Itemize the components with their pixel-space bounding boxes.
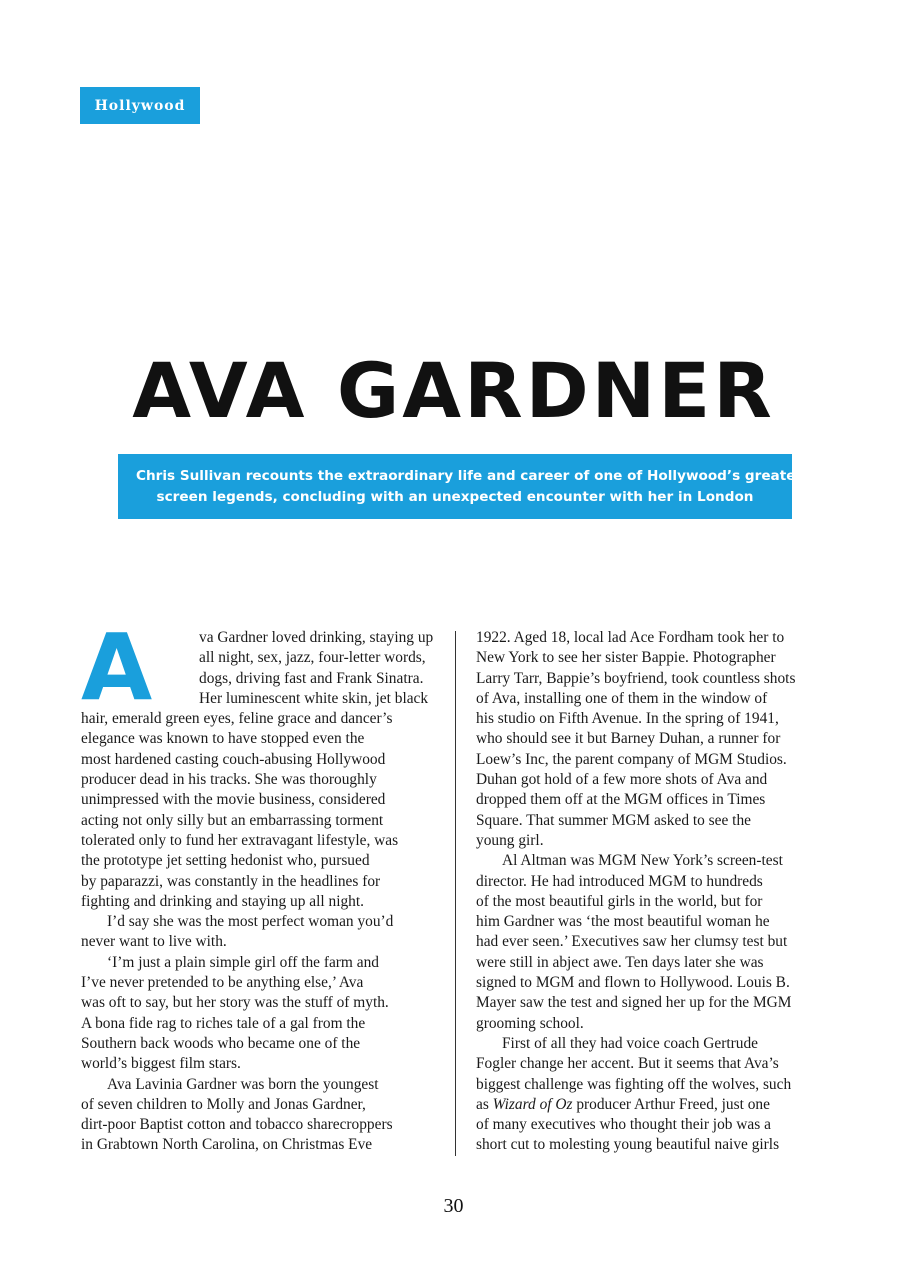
text-line: elegance was known to have stopped even the	[81, 730, 365, 748]
text-line: all night, sex, jazz, four-letter words,	[199, 649, 426, 667]
text-line: Duhan got hold of a few more shots of Ava and	[476, 771, 768, 789]
text-line: dogs, driving fast and Frank Sinatra.	[199, 669, 424, 687]
film-title: Wizard of Oz	[492, 1095, 573, 1113]
text-run: as	[476, 1095, 493, 1113]
text-line: tolerated only to fund her extravagant lifestyle, was	[81, 831, 399, 849]
text-line: Ava Lavinia Gardner was born the youngest	[107, 1075, 379, 1093]
text-line: of the most beautiful girls in the world, but for	[476, 892, 763, 910]
text-line: Her luminescent white skin, jet black	[199, 689, 429, 707]
text-line: short cut to molesting young beautiful naive girls	[476, 1136, 780, 1154]
text-line: were still in abject awe. Ten days later she was	[476, 953, 764, 971]
text-line: director. He had introduced MGM to hundreds	[476, 872, 763, 890]
text-line: va Gardner loved drinking, staying up	[199, 629, 434, 646]
text-line: world’s biggest film stars.	[81, 1055, 241, 1073]
text-line: First of all they had voice coach Gertrude	[502, 1034, 758, 1052]
text-line: was oft to say, but her story was the stuff of myth.	[81, 994, 389, 1012]
text-line: the prototype jet setting hedonist who, pursued	[81, 852, 370, 870]
drop-cap: A	[81, 614, 153, 721]
right-column	[476, 628, 828, 1156]
text-line: acting not only silly but an embarrassing torment	[81, 811, 384, 829]
text-line: Loew’s Inc, the parent company of MGM Studios.	[476, 750, 787, 768]
text-line: him Gardner was ‘the most beautiful woman he	[476, 913, 770, 931]
text-line: I’d say she was the most perfect woman you’d	[107, 913, 394, 931]
text-line: I’ve never pretended to be anything else,’ Ava	[81, 974, 364, 992]
page-number: 30	[443, 1195, 464, 1217]
text-line: never want to live with.	[81, 933, 227, 951]
text-line: Larry Tarr, Bappie’s boyfriend, took countless shots	[476, 669, 796, 687]
text-line: dropped them off at the MGM offices in Times	[476, 791, 766, 809]
text-line: 1922. Aged 18, local lad Ace Fordham took her to	[476, 629, 785, 646]
text-line: signed to MGM and flown to Hollywood. Louis B.	[476, 974, 790, 992]
text-line: of seven children to Molly and Jonas Gardner,	[81, 1095, 366, 1113]
article-title: AVA GARDNER	[132, 346, 775, 435]
standfirst-line: screen legends, concluding with an unexpected encounter with her in London	[156, 489, 754, 505]
text-line: Square. That summer MGM asked to see the	[476, 811, 751, 829]
text-line: of Ava, installing one of them in the window of	[476, 689, 768, 707]
text-line: Southern back woods who became one of the	[81, 1034, 361, 1052]
text-line: most hardened casting couch-abusing Hollywood	[81, 750, 386, 768]
standfirst-line: Chris Sullivan recounts the extraordinary life and career of one of Hollywood’s greatest	[136, 468, 811, 484]
text-line: unimpressed with the movie business, considered	[81, 791, 386, 809]
section-tag: Hollywood	[80, 87, 200, 124]
text-line: young girl.	[476, 831, 544, 849]
text-line	[476, 1095, 828, 1115]
text-line: by paparazzi, was constantly in the headlines for	[81, 872, 381, 890]
left-column	[81, 614, 434, 1156]
text-line: in Grabtown North Carolina, on Christmas Eve	[81, 1136, 373, 1154]
standfirst-box	[118, 454, 811, 519]
text-line: New York to see her sister Bappie. Photographer	[476, 649, 776, 667]
column-divider	[455, 631, 456, 1156]
text-line: A bona fide rag to riches tale of a gal from the	[81, 1014, 366, 1032]
text-line: grooming school.	[476, 1014, 584, 1032]
text-line: Fogler change her accent. But it seems that Ava’s	[476, 1055, 779, 1073]
text-line: ‘I’m just a plain simple girl off the farm and	[107, 953, 379, 971]
text-line: dirt-poor Baptist cotton and tobacco sharecroppers	[81, 1116, 393, 1134]
text-line: fighting and drinking and staying up all night.	[81, 892, 364, 910]
text-line: Al Altman was MGM New York’s screen-test	[502, 852, 783, 870]
text-line: had ever seen.’ Executives saw her clumsy test but	[476, 933, 788, 951]
text-line: his studio on Fifth Avenue. In the spring of 1941,	[476, 710, 779, 728]
text-line: biggest challenge was fighting off the wolves, such	[476, 1075, 792, 1093]
text-line: who should see it but Barney Duhan, a runner for	[476, 730, 781, 748]
text-line: producer dead in his tracks. She was thoroughly	[81, 771, 377, 789]
text-line: hair, emerald green eyes, feline grace and dancer’s	[81, 710, 393, 728]
text-line: of many executives who thought their job was a	[476, 1116, 771, 1134]
text-line: Mayer saw the test and signed her up for the MGM	[476, 994, 792, 1012]
text-run: producer Arthur Freed, just one	[572, 1095, 770, 1113]
